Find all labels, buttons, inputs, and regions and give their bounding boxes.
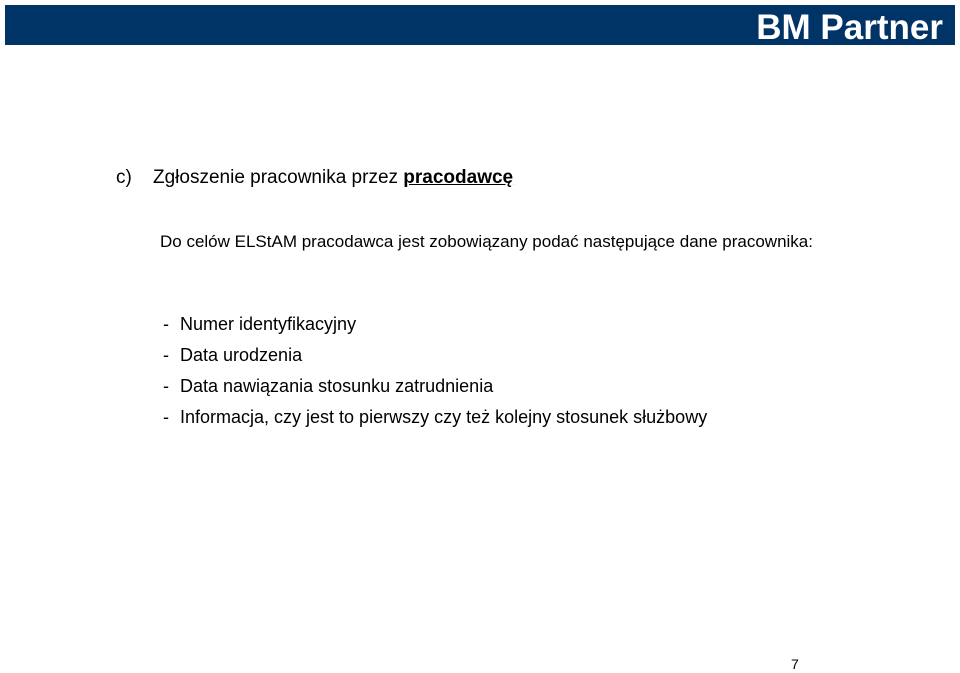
section-title-prefix: Zgłoszenie pracownika przez (153, 167, 399, 188)
list-dash: - (163, 376, 169, 396)
list-item-text: Data urodzenia (180, 345, 303, 365)
employee-data-list (163, 313, 707, 437)
header-bar (5, 5, 955, 45)
section-marker: c) (116, 167, 132, 188)
list-dash: - (163, 314, 169, 334)
page-number: 7 (791, 656, 799, 672)
list-item-text: Numer identyfikacyjny (180, 314, 357, 334)
list-item-text: Informacja, czy jest to pierwszy czy też kolejny stosunek służbowy (180, 407, 708, 427)
list-item (163, 406, 707, 437)
list-dash: - (163, 407, 169, 427)
list-item (163, 375, 707, 406)
brand-title: BM Partner (756, 8, 943, 47)
list-item-text: Data nawiązania stosunku zatrudnienia (180, 376, 494, 396)
section-heading (116, 166, 513, 190)
list-dash: - (163, 345, 169, 365)
section-title-emphasis: pracodawcę (403, 167, 514, 188)
list-item (163, 313, 707, 344)
list-item (163, 344, 707, 375)
intro-paragraph: Do celów ELStAM pracodawca jest zobowiązany podać następujące dane pracownika: (160, 232, 813, 251)
